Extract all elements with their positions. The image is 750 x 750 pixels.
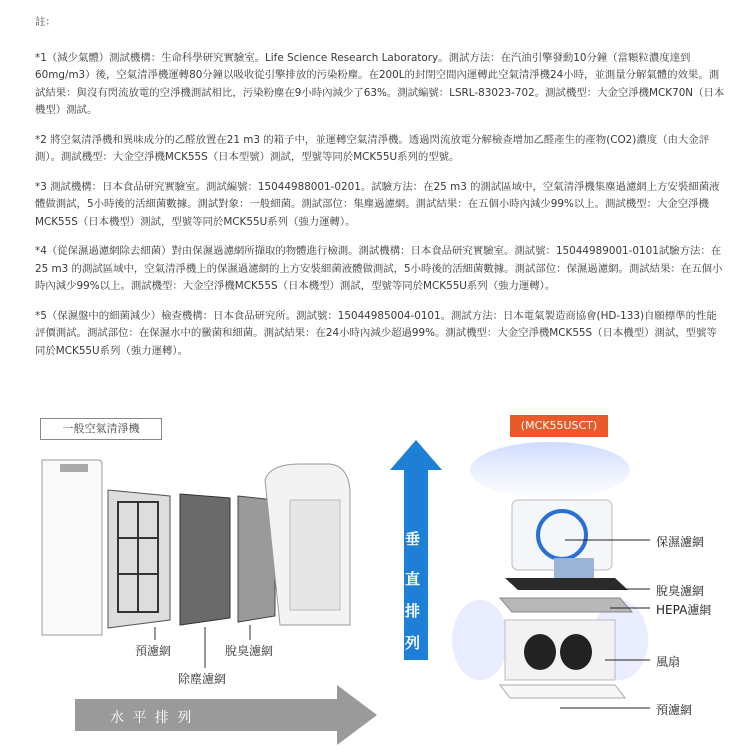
pre-filter-callout: 預濾網 [656, 703, 693, 717]
pre-filter-illustration [108, 490, 170, 628]
deodorize-filter-illustration [180, 494, 230, 625]
deodorize-filter-caption: 脫臭濾網 [225, 644, 274, 658]
note-3: *3 測試機構：日本食品研究實驗室。測試編號：15044988001-0201。試驗方法：在25 m3 的測試區域中，空氣清淨機集塵過濾網上方安裝細菌液體做測試，5小時後的活細菌數據。測試對象：一般細菌。測試部位：集塵過濾網。測試結果：在五個小時內減少99%以上。測試機型：大金空淨機MCK55S（日本機型）測試，型號等同於MCK55U系列（強力運轉）。 [35, 180, 720, 228]
model-badge: (MCK55USCT) [510, 415, 608, 437]
hepa-filter-callout: HEPA濾網 [656, 603, 712, 617]
vertical-label-1: 垂 [405, 530, 421, 548]
general-purifier-label: 一般空氣清淨機 [40, 418, 162, 440]
notes-title: 註： [35, 16, 56, 28]
airflow-top [470, 442, 630, 498]
fan-illustration [505, 620, 615, 680]
note-5: *5（保濕盤中的細菌減少）檢查機構：日本食品研究所。測試號：15044985004-0101。測試方法：日本電氣製造商協會(HD-133)自願標準的性能評價測試。測試部位：在保濕水中的黴菌和細菌。測試結果：在24小時內減少超過99%。測試機型：大金空淨機MCK55S（日本機型）測試，型號等同於MCK55U系列（強力運轉）。 [35, 309, 717, 357]
note-4: *4（從保濕過濾網除去細菌）對由保濕過濾網所擷取的物體進行檢測。測試機構：日本食品研究實驗室。測試號：15044989001-0101試驗方法：在25 m3 的測試區域中，空氣清淨機上的保濕過濾網的上方安裝細菌液體做測試，5小時後的活細菌數據。測試部位：保濕過濾網。測試結果：在五個小時內減少99%以上。測試機型：大金空淨機MCK55S（日本機型）測試，型號等同於MCK55U系列（強力運轉）。 [35, 245, 723, 292]
vertical-label-2: 直 [405, 570, 421, 588]
note-2: *2 將空氣清淨機和異味成分的乙醛放置在21 m3 的箱子中，並運轉空氣清淨機。透過閃流放電分解檢查增加乙醛產生的產物(CO2)濃度（由大金評測）。測試機型：大金空淨機MCK55S（日本型號）測試，型號等同於MCK55U系列的型號。 [35, 133, 710, 163]
purifier-body [265, 464, 350, 625]
vertical-arrow [390, 440, 442, 660]
fan-callout: 風扇 [656, 655, 681, 669]
humidify-filter-illustration [512, 500, 612, 580]
deodorize-filter-callout: 脫臭濾網 [656, 584, 705, 598]
note-1: *1（減少氣體）測試機構：生命科學研究實驗室。Life Science Research Laboratory。測試方法：在汽油引擎發動10分鐘（當顆粒濃度達到60mg/m3）後，空氣清淨機運轉80分鐘以吸收從引擎排放的污染粉塵。在200L的封閉空間內運轉此空氣清淨機24小時，並測量分解氣體的效果。測試結果：與沒有閃流放電的空淨機測試相比，污染粉塵在9小時內減少了63%。測試編號：LSRL-83023-702。測試機型：大金空淨機MCK70N（日本機型）測試。 [35, 51, 725, 116]
pre-filter-caption: 預濾網 [135, 644, 172, 658]
notes-section [35, 14, 725, 372]
horizontal-label: 水 平 排 列 [110, 710, 194, 726]
hepa-layer-illustration [500, 598, 632, 612]
dust-filter-caption: 除塵濾網 [178, 672, 227, 686]
humidify-filter-callout: 保濕濾網 [656, 535, 705, 549]
vertical-label-4: 列 [405, 634, 421, 652]
deodorize-layer-illustration [505, 578, 628, 590]
vertical-label-3: 排 [405, 602, 421, 620]
general-purifier-illustration [30, 450, 370, 650]
pre-filter-layer-illustration [500, 685, 625, 698]
mck-purifier-illustration [450, 440, 650, 710]
front-panel [42, 460, 102, 635]
